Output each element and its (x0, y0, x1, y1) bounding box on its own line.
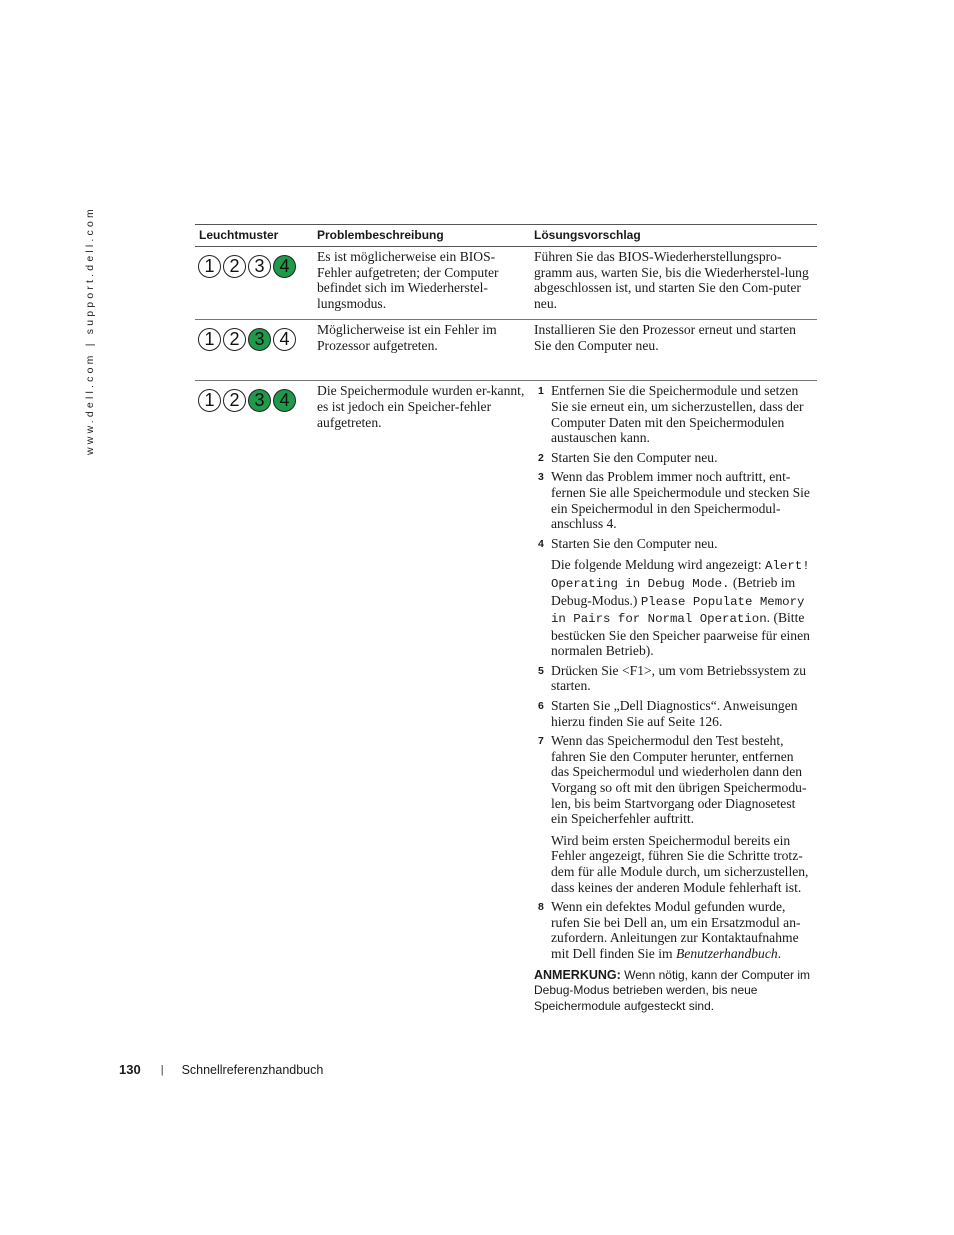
list-item (534, 450, 813, 466)
step-number: 8 (538, 901, 544, 914)
solution-text: Führen Sie das BIOS-Wiederherstellungspro-gramm aus, warten Sie, bis die Wiederherstel-lung abgeschlossen ist, und starten Sie den Com-puter neu. (534, 249, 809, 311)
step-number: 7 (538, 735, 544, 748)
debug-message-paragraph (534, 557, 813, 659)
step-number: 6 (538, 700, 544, 713)
header-loesungsvorschlag: Lösungsvorschlag (534, 228, 641, 242)
table-row (195, 381, 817, 1022)
list-item (534, 733, 813, 827)
led-2-indicator: 2 (223, 255, 246, 278)
list-item (534, 698, 813, 729)
led-2-indicator: 2 (223, 328, 246, 351)
step-text: Wenn das Speichermodul den Test besteht, fahren Sie den Computer herunter, entfernen das Speichermodul und wiederholen dann den Vorgang so oft mit den übrigen Speichermodu-len, bis beim Startvorgang oder Diagnosetest ein Speicherfehler auftritt. (551, 733, 807, 827)
step7-followup-paragraph: Wird beim ersten Speichermodul bereits ein Fehler angezeigt, führen Sie die Schritte trotz-dem für alle Module durch, um sicherzustellen, dass keines der anderen Module fehlerhaft ist. (551, 832, 809, 895)
light-pattern-cell (195, 320, 313, 381)
list-item (534, 663, 813, 694)
step-text-tail: . (777, 945, 782, 961)
page-footer (119, 1062, 323, 1077)
led-1-indicator: 1 (198, 255, 221, 278)
message-translation-1: (Betrieb im Debug-Modus.) (551, 574, 796, 608)
table-header-row (195, 225, 817, 247)
led-pattern (198, 389, 309, 412)
led-4-indicator: 4 (273, 389, 296, 412)
led-3-indicator: 3 (248, 389, 271, 412)
led-2-indicator: 2 (223, 389, 246, 412)
side-url-text: www.dell.com | support.dell.com (84, 206, 96, 455)
step-number: 1 (538, 385, 544, 398)
list-item (534, 469, 813, 531)
note-label: ANMERKUNG: (534, 967, 621, 982)
list-item (534, 899, 813, 961)
solution-steps-list (534, 663, 813, 827)
solution-steps-cell (530, 381, 817, 1022)
solution-steps-list (534, 899, 813, 961)
led-4-indicator: 4 (273, 328, 296, 351)
step-text: Starten Sie den Computer neu. (551, 449, 718, 465)
led-diagnostics-table (195, 224, 817, 1022)
problem-description: Die Speichermodule wurden er-kannt, es ist jedoch ein Speicher-fehler aufgetreten. (317, 383, 525, 430)
header-problembeschreibung: Problembeschreibung (317, 228, 444, 242)
light-pattern-cell (195, 381, 313, 1022)
debug-mode-message-code: Alert! Operating in Debug Mode. (551, 559, 810, 591)
solution-text: Installieren Sie den Prozessor erneut und starten Sie den Computer neu. (534, 322, 796, 353)
step-number: 5 (538, 664, 544, 677)
table-row (195, 247, 817, 320)
step-number: 2 (538, 451, 544, 464)
led-3-indicator: 3 (248, 255, 271, 278)
step-number: 3 (538, 471, 544, 484)
step-text: Wenn das Problem immer noch auftritt, ent-fernen Sie alle Speichermodule und stecken Sie ein Speichermodul in den Speichermodul-anschluss 4. (551, 469, 810, 532)
list-item (534, 383, 813, 445)
manual-title: Benutzerhandbuch (675, 945, 778, 961)
led-pattern (198, 255, 309, 278)
header-leuchtmuster: Leuchtmuster (199, 228, 279, 242)
step-text: Wenn ein defektes Modul gefunden wurde, rufen Sie bei Dell an, um ein Ersatzmodul an-zufordern. Anleitungen zur Kontaktaufnahme mit Dell finden Sie im (551, 899, 801, 961)
page-number: 130 (119, 1062, 141, 1077)
light-pattern-cell (195, 247, 313, 320)
step-number: 4 (538, 537, 544, 550)
footer-separator: | (160, 1063, 164, 1076)
problem-description: Es ist möglicherweise ein BIOS-Fehler aufgetreten; der Computer befindet sich im Wiederherstel-lungsmodus. (317, 249, 499, 311)
message-translation-2: . (Bitte bestücken Sie den Speicher paarweise für einen normalen Betrieb). (551, 610, 810, 659)
message-intro: Die folgende Meldung wird angezeigt: (551, 557, 766, 573)
led-1-indicator: 1 (198, 389, 221, 412)
step-text: Entfernen Sie die Speichermodule und setzen Sie sie erneut ein, um sicherzustellen, dass der Computer Daten mit den Speichermodulen austauschen kann. (551, 383, 804, 446)
populate-memory-message-code: Please Populate Memory in Pairs for Normal Operation (551, 594, 805, 627)
solution-steps-list (534, 383, 813, 551)
led-pattern (198, 328, 309, 351)
note-block (534, 968, 813, 1015)
step-text: Drücken Sie <F1>, um vom Betriebssystem zu starten. (551, 662, 807, 694)
problem-description: Möglicherweise ist ein Fehler im Prozessor aufgetreten. (317, 322, 497, 353)
list-item (534, 536, 813, 552)
note-text: Wenn nötig, kann der Computer im Debug-Modus betrieben werden, bis neue Speichermodule aufgesteckt sind. (534, 967, 811, 1013)
led-4-indicator: 4 (273, 255, 296, 278)
led-1-indicator: 1 (198, 328, 221, 351)
step-text: Starten Sie den Computer neu. (551, 535, 718, 551)
step-text: Starten Sie „Dell Diagnostics“. Anweisungen hierzu finden Sie auf Seite 126. (551, 698, 798, 729)
led-3-indicator: 3 (248, 328, 271, 351)
table-row (195, 320, 817, 381)
document-title: Schnellreferenzhandbuch (181, 1062, 324, 1077)
